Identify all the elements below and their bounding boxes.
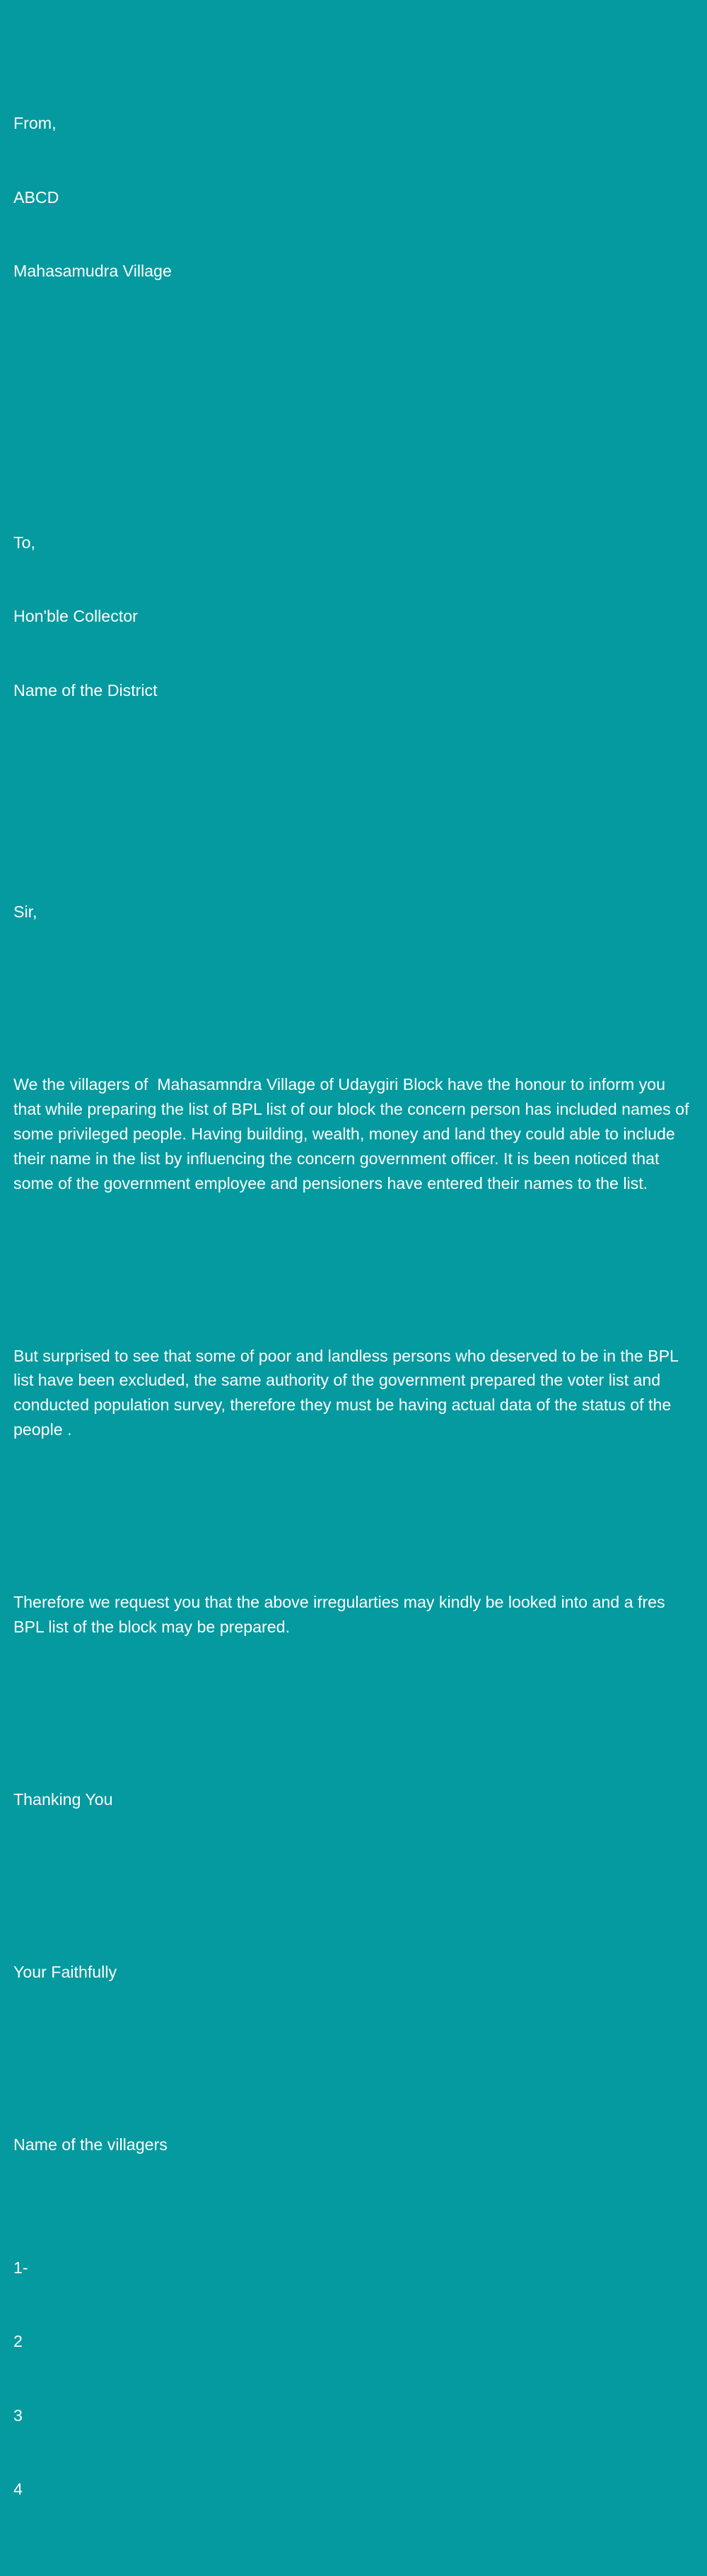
spacer <box>13 1492 697 1516</box>
to-label: To, <box>13 533 35 552</box>
recipient-block <box>13 481 697 752</box>
thanking-line: Thanking You <box>13 1789 113 1809</box>
signatory-item: 3 <box>13 2406 23 2425</box>
signatory-item: 1- <box>13 2258 28 2277</box>
spacer <box>13 383 697 407</box>
signatory-list <box>13 2206 697 2551</box>
signatory-item: 2 <box>13 2332 23 2351</box>
spacer <box>13 1861 697 1886</box>
signatory-item: 4 <box>13 2480 23 2499</box>
spacer <box>13 1245 697 1270</box>
sender-name: ABCD <box>13 187 59 207</box>
recipient-title: Hon'ble Collector <box>13 607 138 626</box>
sender-address: Mahasamudra Village <box>13 262 172 281</box>
spacer <box>13 1688 697 1713</box>
spacer <box>13 801 697 826</box>
salutation: Sir, <box>13 903 37 922</box>
sender-block <box>13 62 697 333</box>
spacer <box>13 2033 697 2058</box>
spacer <box>13 974 697 999</box>
body-paragraph-2: But surprised to see that some of poor and landless persons who deserved to be in the BPL list have been excluded, the same authority of the government prepared the voter list and conducted population survey, therefore they must be having actual data of the status of the people . <box>13 1346 683 1439</box>
sign-off-line: Your Faithfully <box>13 1962 117 1981</box>
body-paragraph-1: We the villagers of Mahasamndra Village of Udaygiri Block have the honour to inform you that while preparing the list of BPL list of our block the concern person has included names of some privileged people. Having building, wealth, money and land they could able to include their name in the list by influencing the concern government officer. It is been noticed that some of the government employee and pensioners have entered their names to the list. <box>13 1075 694 1193</box>
body-paragraph-3: Therefore we request you that the above irregularties may kindly be looked into and a fres BPL list of the block may be prepared. <box>13 1593 670 1636</box>
signatories-heading: Name of the villagers <box>13 2135 168 2154</box>
from-label: From, <box>13 114 57 133</box>
recipient-district: Name of the District <box>13 680 158 700</box>
